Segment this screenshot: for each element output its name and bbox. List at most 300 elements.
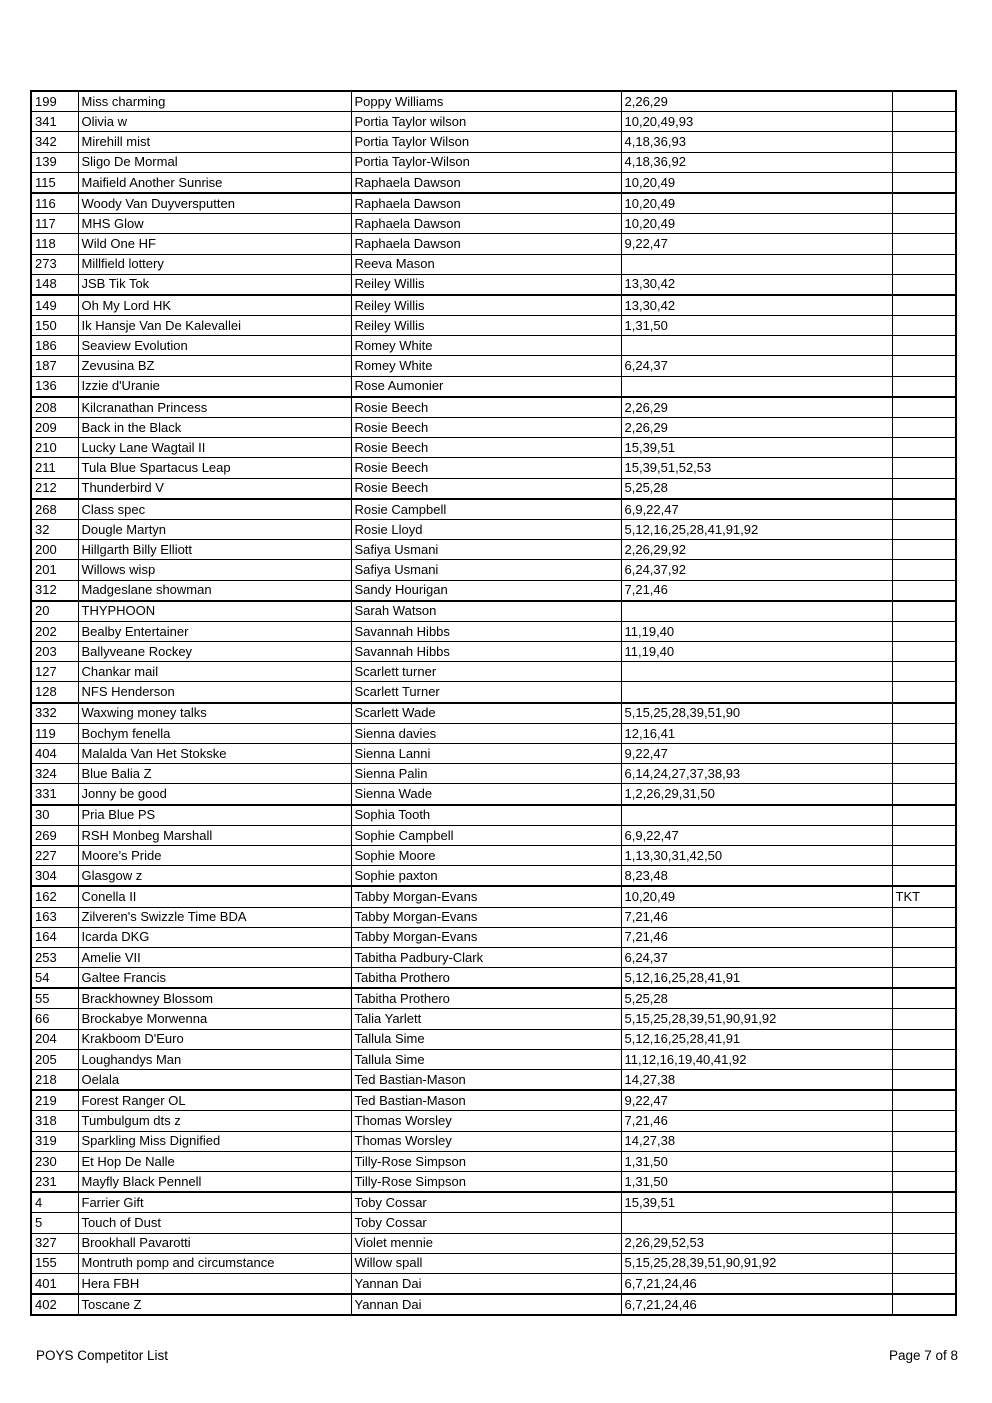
cell-rider-name: Sienna Wade — [351, 784, 621, 805]
cell-horse-name: Pria Blue PS — [78, 805, 351, 826]
table-row — [31, 642, 956, 662]
cell-note — [892, 621, 956, 641]
cell-class-numbers: 5,15,25,28,39,51,90 — [621, 703, 892, 724]
cell-class-numbers: 7,21,46 — [621, 927, 892, 947]
cell-class-numbers: 14,27,38 — [621, 1131, 892, 1151]
table-row — [31, 947, 956, 967]
cell-note — [892, 356, 956, 376]
cell-number: 149 — [31, 295, 78, 316]
cell-number: 127 — [31, 662, 78, 682]
cell-note — [892, 540, 956, 560]
cell-class-numbers: 2,26,29,92 — [621, 540, 892, 560]
cell-note — [892, 642, 956, 662]
cell-class-numbers: 6,7,21,24,46 — [621, 1273, 892, 1294]
cell-horse-name: Mirehill mist — [78, 132, 351, 152]
table-row — [31, 295, 956, 316]
table-row — [31, 132, 956, 152]
cell-class-numbers: 15,39,51 — [621, 438, 892, 458]
table-row — [31, 866, 956, 887]
cell-number: 210 — [31, 438, 78, 458]
cell-note — [892, 254, 956, 274]
page-footer — [36, 1348, 958, 1363]
cell-note — [892, 1213, 956, 1233]
table-row — [31, 540, 956, 560]
cell-horse-name: Conella II — [78, 886, 351, 907]
table-row — [31, 356, 956, 376]
cell-note — [892, 1151, 956, 1171]
cell-horse-name: Malalda Van Het Stokske — [78, 744, 351, 764]
cell-horse-name: Tula Blue Spartacus Leap — [78, 458, 351, 478]
cell-note — [892, 1029, 956, 1049]
cell-rider-name: Rose Aumonier — [351, 376, 621, 397]
cell-horse-name: Forest Ranger OL — [78, 1090, 351, 1111]
cell-rider-name: Savannah Hibbs — [351, 621, 621, 641]
cell-class-numbers: 4,18,36,92 — [621, 152, 892, 172]
cell-number: 230 — [31, 1151, 78, 1171]
cell-horse-name: THYPHOON — [78, 601, 351, 622]
cell-class-numbers: 11,19,40 — [621, 621, 892, 641]
table-row — [31, 397, 956, 418]
table-row — [31, 438, 956, 458]
cell-rider-name: Tabitha Padbury-Clark — [351, 947, 621, 967]
cell-note — [892, 499, 956, 520]
cell-class-numbers: 5,15,25,28,39,51,90,91,92 — [621, 1009, 892, 1029]
cell-number: 253 — [31, 947, 78, 967]
cell-number: 117 — [31, 214, 78, 234]
cell-rider-name: Sophie Campbell — [351, 825, 621, 845]
cell-note — [892, 172, 956, 193]
cell-class-numbers — [621, 662, 892, 682]
cell-rider-name: Rosie Campbell — [351, 499, 621, 520]
cell-rider-name: Portia Taylor wilson — [351, 112, 621, 132]
cell-horse-name: Bochym fenella — [78, 723, 351, 743]
cell-rider-name: Sienna Lanni — [351, 744, 621, 764]
table-row — [31, 1009, 956, 1029]
table-row — [31, 845, 956, 865]
cell-note — [892, 825, 956, 845]
cell-horse-name: Sligo De Mormal — [78, 152, 351, 172]
cell-horse-name: Bealby Entertainer — [78, 621, 351, 641]
table-row — [31, 418, 956, 438]
cell-rider-name: Raphaela Dawson — [351, 214, 621, 234]
cell-rider-name: Toby Cossar — [351, 1192, 621, 1213]
cell-horse-name: MHS Glow — [78, 214, 351, 234]
cell-rider-name: Ted Bastian-Mason — [351, 1070, 621, 1091]
table-row — [31, 662, 956, 682]
cell-rider-name: Toby Cossar — [351, 1213, 621, 1233]
cell-class-numbers — [621, 336, 892, 356]
cell-class-numbers: 15,39,51,52,53 — [621, 458, 892, 478]
table-row — [31, 784, 956, 805]
cell-horse-name: Galtee Francis — [78, 968, 351, 989]
cell-class-numbers: 5,12,16,25,28,41,91 — [621, 1029, 892, 1049]
cell-note — [892, 112, 956, 132]
cell-number: 4 — [31, 1192, 78, 1213]
cell-horse-name: Hillgarth Billy Elliott — [78, 540, 351, 560]
cell-class-numbers — [621, 601, 892, 622]
cell-note — [892, 519, 956, 539]
cell-number: 231 — [31, 1171, 78, 1192]
cell-class-numbers: 1,2,26,29,31,50 — [621, 784, 892, 805]
cell-rider-name: Ted Bastian-Mason — [351, 1090, 621, 1111]
cell-class-numbers: 13,30,42 — [621, 295, 892, 316]
table-row — [31, 172, 956, 193]
cell-horse-name: Moore’s Pride — [78, 845, 351, 865]
table-row — [31, 316, 956, 336]
cell-number: 116 — [31, 193, 78, 214]
table-row — [31, 601, 956, 622]
table-row — [31, 499, 956, 520]
cell-horse-name: Ik Hansje Van De Kalevallei — [78, 316, 351, 336]
cell-rider-name: Savannah Hibbs — [351, 642, 621, 662]
table-row — [31, 458, 956, 478]
cell-rider-name: Rosie Beech — [351, 418, 621, 438]
table-row — [31, 621, 956, 641]
cell-note — [892, 418, 956, 438]
cell-rider-name: Poppy Williams — [351, 91, 621, 112]
cell-note — [892, 295, 956, 316]
cell-rider-name: Talia Yarlett — [351, 1009, 621, 1029]
cell-rider-name: Romey White — [351, 336, 621, 356]
cell-number: 150 — [31, 316, 78, 336]
table-row — [31, 805, 956, 826]
cell-number: 186 — [31, 336, 78, 356]
cell-horse-name: Oelala — [78, 1070, 351, 1091]
cell-note — [892, 91, 956, 112]
footer-document-title: POYS Competitor List — [36, 1348, 169, 1363]
table-row — [31, 1192, 956, 1213]
cell-number: 273 — [31, 254, 78, 274]
cell-note — [892, 580, 956, 601]
cell-rider-name: Tallula Sime — [351, 1049, 621, 1069]
cell-horse-name: Zilveren's Swizzle Time BDA — [78, 907, 351, 927]
table-row — [31, 1273, 956, 1294]
cell-rider-name: Sienna davies — [351, 723, 621, 743]
cell-number: 212 — [31, 478, 78, 499]
table-row — [31, 1049, 956, 1069]
table-row — [31, 112, 956, 132]
cell-class-numbers: 14,27,38 — [621, 1070, 892, 1091]
table-row — [31, 988, 956, 1009]
table-row — [31, 1294, 956, 1315]
cell-class-numbers: 11,12,16,19,40,41,92 — [621, 1049, 892, 1069]
table-row — [31, 886, 956, 907]
cell-rider-name: Tabitha Prothero — [351, 968, 621, 989]
cell-rider-name: Rosie Beech — [351, 397, 621, 418]
cell-rider-name: Thomas Worsley — [351, 1111, 621, 1131]
cell-rider-name: Yannan Dai — [351, 1273, 621, 1294]
cell-number: 304 — [31, 866, 78, 887]
cell-number: 324 — [31, 764, 78, 784]
cell-number: 187 — [31, 356, 78, 376]
cell-note — [892, 560, 956, 580]
table-row — [31, 1151, 956, 1171]
table-row — [31, 1253, 956, 1273]
cell-note — [892, 1111, 956, 1131]
cell-class-numbers — [621, 254, 892, 274]
cell-note — [892, 478, 956, 499]
table-row — [31, 1171, 956, 1192]
table-row — [31, 376, 956, 397]
cell-horse-name: Ballyveane Rockey — [78, 642, 351, 662]
cell-note — [892, 214, 956, 234]
cell-class-numbers: 1,13,30,31,42,50 — [621, 845, 892, 865]
cell-horse-name: Back in the Black — [78, 418, 351, 438]
cell-number: 331 — [31, 784, 78, 805]
cell-horse-name: Blue Balia Z — [78, 764, 351, 784]
cell-note — [892, 947, 956, 967]
cell-class-numbers: 7,21,46 — [621, 580, 892, 601]
cell-horse-name: Izzie d'Uranie — [78, 376, 351, 397]
cell-number: 332 — [31, 703, 78, 724]
cell-rider-name: Reiley Willis — [351, 274, 621, 295]
cell-horse-name: Glasgow z — [78, 866, 351, 887]
cell-number: 211 — [31, 458, 78, 478]
cell-note — [892, 805, 956, 826]
cell-horse-name: Brockabye Morwenna — [78, 1009, 351, 1029]
cell-horse-name: JSB Tik Tok — [78, 274, 351, 295]
cell-number: 341 — [31, 112, 78, 132]
cell-number: 199 — [31, 91, 78, 112]
table-row — [31, 214, 956, 234]
cell-horse-name: Brookhall Pavarotti — [78, 1233, 351, 1253]
cell-rider-name: Reeva Mason — [351, 254, 621, 274]
cell-note: TKT — [892, 886, 956, 907]
table-row — [31, 254, 956, 274]
cell-note — [892, 438, 956, 458]
cell-class-numbers: 2,26,29 — [621, 418, 892, 438]
cell-horse-name: NFS Henderson — [78, 682, 351, 703]
cell-rider-name: Portia Taylor Wilson — [351, 132, 621, 152]
table-row — [31, 478, 956, 499]
cell-horse-name: Farrier Gift — [78, 1192, 351, 1213]
cell-horse-name: Oh My Lord HK — [78, 295, 351, 316]
table-row — [31, 1090, 956, 1111]
cell-rider-name: Sandy Hourigan — [351, 580, 621, 601]
table-row — [31, 825, 956, 845]
cell-rider-name: Tabby Morgan-Evans — [351, 927, 621, 947]
cell-number: 118 — [31, 234, 78, 254]
cell-horse-name: Et Hop De Nalle — [78, 1151, 351, 1171]
cell-number: 115 — [31, 172, 78, 193]
cell-number: 202 — [31, 621, 78, 641]
cell-horse-name: Wild One HF — [78, 234, 351, 254]
cell-rider-name: Rosie Beech — [351, 478, 621, 499]
cell-note — [892, 744, 956, 764]
cell-class-numbers: 9,22,47 — [621, 1090, 892, 1111]
table-row — [31, 968, 956, 989]
cell-rider-name: Tallula Sime — [351, 1029, 621, 1049]
cell-horse-name: Amelie VII — [78, 947, 351, 967]
cell-note — [892, 1192, 956, 1213]
cell-horse-name: Kilcranathan Princess — [78, 397, 351, 418]
cell-horse-name: Madgeslane showman — [78, 580, 351, 601]
cell-number: 5 — [31, 1213, 78, 1233]
cell-horse-name: Woody Van Duyversputten — [78, 193, 351, 214]
cell-note — [892, 662, 956, 682]
cell-note — [892, 784, 956, 805]
cell-note — [892, 1090, 956, 1111]
table-row — [31, 723, 956, 743]
cell-note — [892, 1253, 956, 1273]
cell-class-numbers: 6,24,37 — [621, 947, 892, 967]
cell-rider-name: Reiley Willis — [351, 295, 621, 316]
cell-rider-name: Rosie Beech — [351, 458, 621, 478]
cell-horse-name: Chankar mail — [78, 662, 351, 682]
cell-rider-name: Scarlett turner — [351, 662, 621, 682]
competitor-table — [30, 90, 957, 1316]
cell-horse-name: Millfield lottery — [78, 254, 351, 274]
cell-horse-name: Seaview Evolution — [78, 336, 351, 356]
cell-horse-name: Miss charming — [78, 91, 351, 112]
cell-number: 404 — [31, 744, 78, 764]
cell-horse-name: Olivia w — [78, 112, 351, 132]
table-row — [31, 907, 956, 927]
table-row — [31, 1213, 956, 1233]
cell-horse-name: Maifield Another Sunrise — [78, 172, 351, 193]
cell-number: 319 — [31, 1131, 78, 1151]
cell-class-numbers: 5,12,16,25,28,41,91 — [621, 968, 892, 989]
cell-note — [892, 1233, 956, 1253]
cell-number: 164 — [31, 927, 78, 947]
table-row — [31, 560, 956, 580]
cell-class-numbers: 10,20,49 — [621, 214, 892, 234]
cell-horse-name: Waxwing money talks — [78, 703, 351, 724]
cell-number: 318 — [31, 1111, 78, 1131]
cell-number: 32 — [31, 519, 78, 539]
cell-horse-name: Montruth pomp and circumstance — [78, 1253, 351, 1273]
cell-horse-name: Dougle Martyn — [78, 519, 351, 539]
cell-horse-name: Mayfly Black Pennell — [78, 1171, 351, 1192]
cell-note — [892, 723, 956, 743]
cell-horse-name: Class spec — [78, 499, 351, 520]
cell-note — [892, 1131, 956, 1151]
cell-class-numbers: 8,23,48 — [621, 866, 892, 887]
cell-rider-name: Sarah Watson — [351, 601, 621, 622]
cell-number: 200 — [31, 540, 78, 560]
table-row — [31, 519, 956, 539]
cell-note — [892, 907, 956, 927]
cell-class-numbers: 6,9,22,47 — [621, 499, 892, 520]
table-row — [31, 152, 956, 172]
cell-number: 139 — [31, 152, 78, 172]
cell-horse-name: Icarda DKG — [78, 927, 351, 947]
table-row — [31, 682, 956, 703]
cell-number: 163 — [31, 907, 78, 927]
cell-note — [892, 988, 956, 1009]
cell-horse-name: Krakboom D'Euro — [78, 1029, 351, 1049]
cell-rider-name: Rosie Lloyd — [351, 519, 621, 539]
cell-number: 155 — [31, 1253, 78, 1273]
cell-rider-name: Sophie paxton — [351, 866, 621, 887]
cell-note — [892, 601, 956, 622]
table-row — [31, 744, 956, 764]
cell-rider-name: Scarlett Turner — [351, 682, 621, 703]
cell-rider-name: Sophia Tooth — [351, 805, 621, 826]
cell-horse-name: RSH Monbeg Marshall — [78, 825, 351, 845]
cell-number: 128 — [31, 682, 78, 703]
table-row — [31, 927, 956, 947]
cell-horse-name: Zevusina BZ — [78, 356, 351, 376]
cell-number: 203 — [31, 642, 78, 662]
cell-number: 401 — [31, 1273, 78, 1294]
cell-number: 209 — [31, 418, 78, 438]
cell-horse-name: Lucky Lane Wagtail II — [78, 438, 351, 458]
cell-number: 20 — [31, 601, 78, 622]
cell-horse-name: Thunderbird V — [78, 478, 351, 499]
cell-horse-name: Toscane Z — [78, 1294, 351, 1315]
cell-class-numbers: 2,26,29,52,53 — [621, 1233, 892, 1253]
cell-note — [892, 458, 956, 478]
cell-rider-name: Tabby Morgan-Evans — [351, 886, 621, 907]
table-row — [31, 1029, 956, 1049]
cell-rider-name: Sienna Palin — [351, 764, 621, 784]
cell-note — [892, 316, 956, 336]
cell-class-numbers: 6,14,24,27,37,38,93 — [621, 764, 892, 784]
cell-note — [892, 274, 956, 295]
cell-number: 268 — [31, 499, 78, 520]
cell-number: 204 — [31, 1029, 78, 1049]
table-row — [31, 703, 956, 724]
cell-class-numbers: 5,15,25,28,39,51,90,91,92 — [621, 1253, 892, 1273]
cell-note — [892, 1273, 956, 1294]
table-row — [31, 193, 956, 214]
table-row — [31, 764, 956, 784]
cell-rider-name: Tabitha Prothero — [351, 988, 621, 1009]
cell-horse-name: Brackhowney Blossom — [78, 988, 351, 1009]
cell-horse-name: Sparkling Miss Dignified — [78, 1131, 351, 1151]
cell-note — [892, 845, 956, 865]
cell-class-numbers: 15,39,51 — [621, 1192, 892, 1213]
cell-class-numbers: 10,20,49,93 — [621, 112, 892, 132]
cell-note — [892, 1070, 956, 1091]
cell-number: 148 — [31, 274, 78, 295]
cell-class-numbers: 11,19,40 — [621, 642, 892, 662]
cell-class-numbers: 12,16,41 — [621, 723, 892, 743]
cell-class-numbers: 1,31,50 — [621, 316, 892, 336]
cell-note — [892, 703, 956, 724]
table-row — [31, 274, 956, 295]
cell-note — [892, 376, 956, 397]
cell-number: 201 — [31, 560, 78, 580]
cell-class-numbers: 10,20,49 — [621, 193, 892, 214]
cell-rider-name: Tilly-Rose Simpson — [351, 1171, 621, 1192]
cell-note — [892, 764, 956, 784]
cell-number: 119 — [31, 723, 78, 743]
cell-number: 227 — [31, 845, 78, 865]
cell-note — [892, 193, 956, 214]
table-row — [31, 1111, 956, 1131]
cell-rider-name: Safiya Usmani — [351, 560, 621, 580]
cell-note — [892, 866, 956, 887]
cell-rider-name: Willow spall — [351, 1253, 621, 1273]
cell-rider-name: Tabby Morgan-Evans — [351, 907, 621, 927]
cell-horse-name: Touch of Dust — [78, 1213, 351, 1233]
cell-class-numbers: 7,21,46 — [621, 907, 892, 927]
cell-rider-name: Safiya Usmani — [351, 540, 621, 560]
cell-number: 55 — [31, 988, 78, 1009]
table-row — [31, 580, 956, 601]
cell-horse-name: Loughandys Man — [78, 1049, 351, 1069]
cell-horse-name: Willows wisp — [78, 560, 351, 580]
cell-number: 219 — [31, 1090, 78, 1111]
cell-note — [892, 927, 956, 947]
cell-horse-name: Hera FBH — [78, 1273, 351, 1294]
table-row — [31, 91, 956, 112]
cell-class-numbers: 5,25,28 — [621, 478, 892, 499]
cell-class-numbers: 6,24,37,92 — [621, 560, 892, 580]
cell-class-numbers: 6,9,22,47 — [621, 825, 892, 845]
